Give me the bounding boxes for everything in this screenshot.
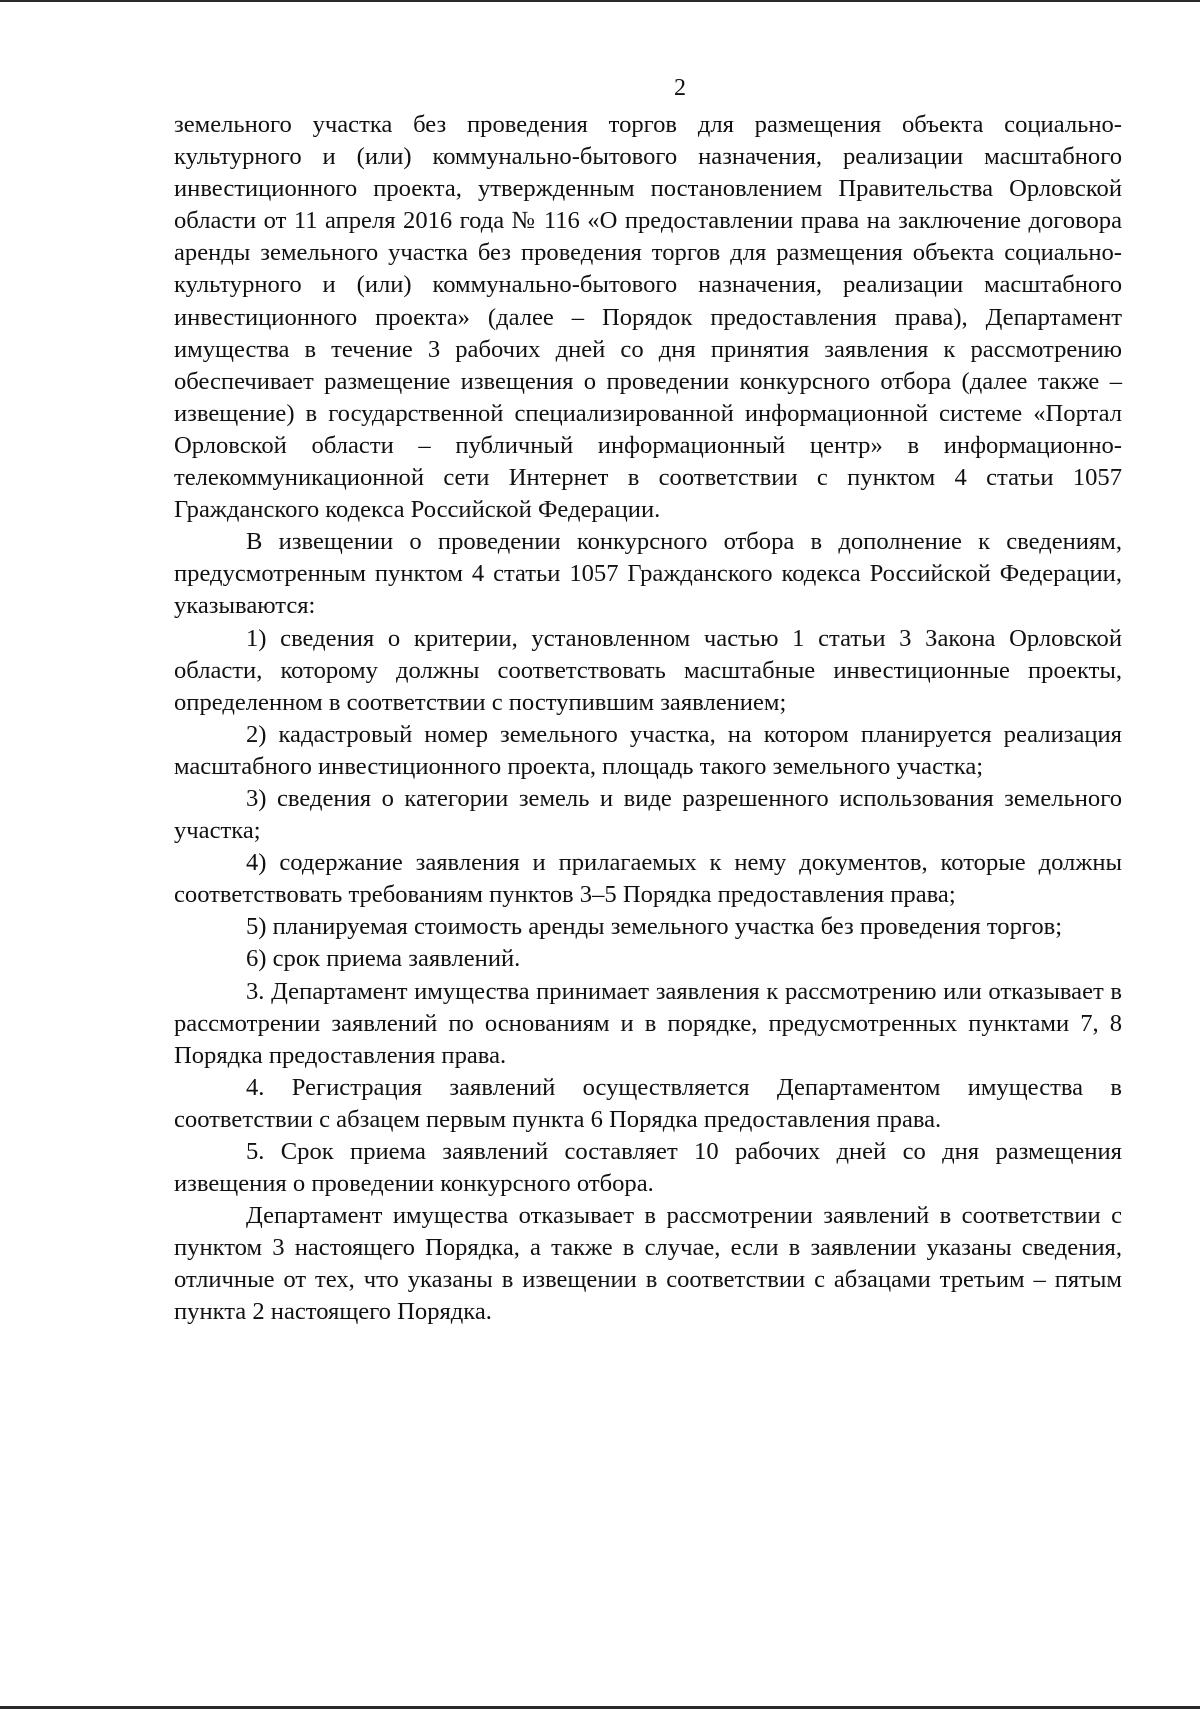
clause-3: 3. Департамент имущества принимает заявления к рассмотрению или отказывает в рассмотрении заявлений по основаниям и в порядке, предусмотренных пунктами 7, 8 Порядка предоставления права. [174, 977, 1122, 1069]
paragraph-refusal: Департамент имущества отказывает в рассмотрении заявлений в соответствии с пунктом 3 настоящего Порядка, а также в случае, если в заявлении указаны сведения, отличные от тех, что указаны в извещении в соответствии с абзацами третьим – пятым пункта 2 настоящего Порядка. [174, 1202, 1122, 1326]
list-item-1: 1) сведения о критерии, установленном частью 1 статьи 3 Закона Орловской области, которому должны соответствовать масштабные инвестиционные проекты, определенном в соответствии с поступившим заявлением; [174, 624, 1122, 716]
paragraph-notice-contents: В извещении о проведении конкурсного отбора в дополнение к сведениям, предусмотренным пунктом 4 статьи 1057 Гражданского кодекса Российской Федерации, указываются: [174, 528, 1122, 620]
list-item-6: 6) срок приема заявлений. [246, 945, 521, 973]
list-item-2: 2) кадастровый номер земельного участка, на котором планируется реализация масштабного инвестиционного проекта, площадь такого земельного участка; [174, 720, 1122, 780]
clause-5: 5. Срок приема заявлений составляет 10 рабочих дней со дня размещения извещения о проведении конкурсного отбора. [174, 1138, 1122, 1198]
list-item-4: 4) содержание заявления и прилагаемых к нему документов, которые должны соответствовать требованиям пунктов 3–5 Порядка предоставления права; [174, 849, 1122, 909]
scan-edge-bottom [0, 1706, 1200, 1709]
scan-edge-top [0, 0, 1200, 2]
page-number: 2 [674, 75, 686, 101]
paragraph-continuation: земельного участка без проведения торгов для размещения объекта социально-культурного и (или) коммунально-бытового назначения, реализации масштабного инвестиционного проекта, утвержденным постановлением Правительства Орловской области от 11 апреля 2016 года № 116 «О предоставлении права на заключение договора аренды земельного участка без проведения торгов для размещения объекта социально-культурного и (или) коммунально-бытового назначения, реализации масштабного инвестиционного проекта» (далее – Порядок предоставления права), Департамент имущества в течение 3 рабочих дней со дня принятия заявления к рассмотрению обеспечивает размещение извещения о проведении конкурсного отбора (далее также – извещение) в государственной специализированной информационной системе «Портал Орловской области – публичный информационный центр» в информационно-телекоммуникационной сети Интернет в соответствии с пунктом 4 статьи 1057 Гражданского кодекса Российской Федерации. [174, 111, 1122, 524]
list-item-5: 5) планируемая стоимость аренды земельного участка без проведения торгов; [246, 913, 1063, 941]
clause-4: 4. Регистрация заявлений осуществляется Департаментом имущества в соответствии с абзацем первым пункта 6 Порядка предоставления права. [174, 1073, 1122, 1133]
list-item-3: 3) сведения о категории земель и виде разрешенного использования земельного участка; [174, 784, 1122, 845]
document-body [174, 109, 1122, 1329]
